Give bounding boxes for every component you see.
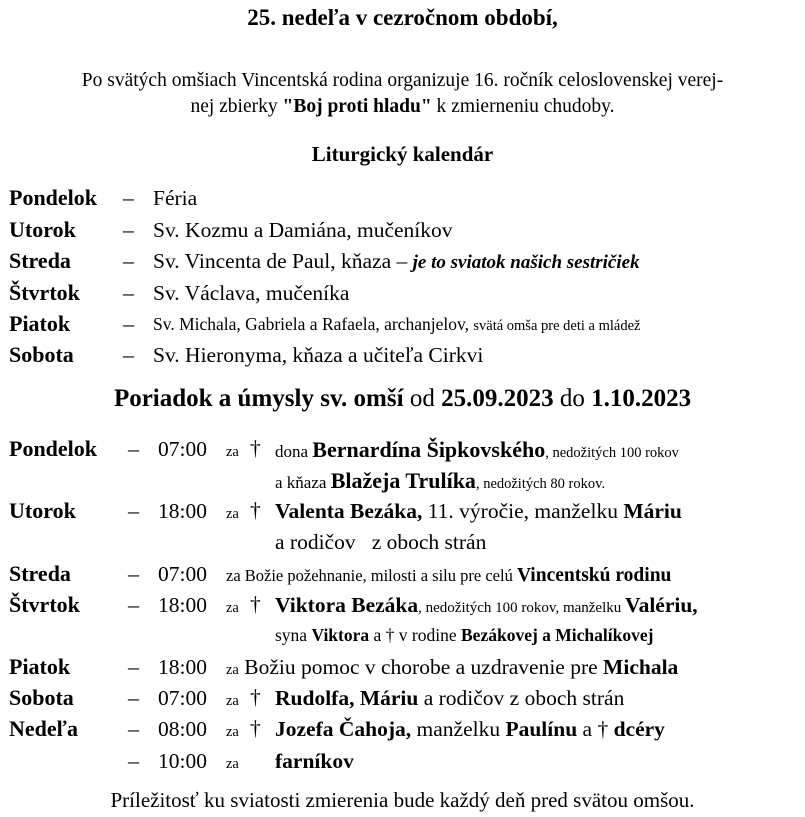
intention-name: Valériu,: [625, 593, 698, 617]
intention: [275, 593, 698, 618]
mass-time: 18:00: [158, 499, 207, 523]
intention: a rodičov z oboch strán: [275, 530, 487, 554]
intention-note: , nedožitých 80 rokov.: [475, 476, 606, 492]
intention-text: Božiu pomoc v chorobe a uzdravenie pre: [238, 655, 604, 679]
schedule-dash: –: [128, 716, 139, 741]
cross-icon: †: [250, 685, 261, 709]
intention-name: Viktora: [311, 625, 370, 645]
calendar-day: Utorok: [9, 217, 76, 242]
schedule-day-thursday: Štvrtok: [9, 592, 80, 617]
schedule-dash: –: [128, 654, 139, 679]
mass-time: 07:00: [158, 562, 207, 586]
schedule-day-monday: Pondelok: [9, 436, 98, 461]
intention-name: dcéry: [613, 717, 665, 741]
intention-text: a † v rodine: [369, 625, 461, 645]
calendar-day: Pondelok: [9, 185, 98, 210]
schedule-dash: –: [128, 436, 139, 461]
schedule-day-friday: Piatok: [9, 654, 71, 679]
intention-name: Valenta Bezáka,: [275, 499, 423, 523]
intention-name: Rudolfa, Máriu: [275, 686, 419, 710]
intention-name: Máriu: [623, 499, 682, 523]
intro-line-2: [0, 96, 805, 118]
schedule-heading-text: Poriadok a úmysly sv. omší: [113, 385, 404, 412]
intention: [275, 686, 624, 711]
intention: [275, 625, 653, 646]
calendar-day: Sobota: [9, 342, 74, 367]
intention-name: farníkov: [275, 749, 354, 773]
schedule-heading-from: od: [403, 385, 442, 412]
calendar-text-main: Sv. Vincenta de Paul, kňaza –: [153, 249, 413, 273]
cross-icon: †: [250, 716, 261, 740]
za-label: za: [226, 756, 239, 772]
intention: [226, 565, 671, 587]
za-label: za: [226, 693, 239, 709]
intro-text: nej zbierky: [190, 96, 283, 117]
date-to: 1.10.2023: [591, 385, 692, 412]
intention-name: Viktora Bezáka: [275, 593, 419, 617]
za-label: za: [226, 600, 239, 616]
mass-time: 18:00: [158, 655, 207, 679]
schedule-day-sunday: Nedeľa: [9, 716, 78, 741]
calendar-day: Štvrtok: [9, 280, 80, 305]
intention: [275, 717, 665, 742]
cross-icon: †: [250, 498, 261, 522]
schedule-heading-to: do: [553, 385, 592, 412]
mass-time: 07:00: [158, 437, 207, 461]
intention-name: Bezákovej a Michalíkovej: [461, 625, 654, 645]
intention-text: manželku: [411, 717, 506, 741]
za-label: za: [226, 724, 239, 740]
calendar-day: Piatok: [9, 311, 71, 336]
schedule-heading: [0, 385, 805, 413]
intention: [226, 655, 678, 680]
intention-note: , nedožitých 100 rokov, manželku: [418, 600, 626, 616]
schedule-dash: –: [128, 498, 139, 523]
intention-text: za Božie požehnanie, milosti a silu pre celú: [226, 566, 517, 585]
intention: [275, 468, 605, 494]
calendar-dash: –: [123, 342, 134, 367]
calendar-text: Sv. Kozmu a Damiána, mučeníkov: [153, 218, 453, 242]
intro-line-1: Po svätých omšiach Vincentská rodina organizuje 16. ročník celoslovenskej verej-: [81, 70, 724, 91]
intro-text-end: k zmierneniu chudoby.: [431, 96, 615, 117]
intention-name: Bernardína Šipkovského: [312, 437, 546, 462]
mass-time: 08:00: [158, 717, 207, 741]
intention: [275, 437, 679, 463]
calendar-text: Sv. Václava, mučeníka: [153, 281, 350, 305]
calendar-text: [153, 314, 640, 335]
intention-name: Blažeja Trulíka: [330, 468, 476, 493]
za-label: za: [226, 444, 239, 460]
cross-icon: †: [250, 436, 261, 460]
intention-name: Paulínu: [505, 717, 578, 741]
za-label: za: [226, 506, 239, 522]
mass-time: 10:00: [158, 749, 207, 773]
schedule-dash: –: [128, 685, 139, 710]
intention-text: a kňaza: [275, 473, 331, 492]
campaign-name: "Boj proti hladu": [282, 96, 432, 117]
intention-text: dona: [275, 442, 313, 461]
intention: [275, 499, 682, 524]
calendar-dash: –: [123, 280, 134, 305]
date-from: 25.09.2023: [441, 385, 554, 412]
page-title: 25. nedeľa v cezročnom období,: [247, 5, 558, 30]
schedule-day-tuesday: Utorok: [9, 498, 76, 523]
calendar-note: je to sviatok našich sestričiek: [412, 252, 640, 273]
calendar-dash: –: [123, 248, 134, 273]
intention-text: a rodičov z oboch strán: [418, 686, 625, 710]
calendar-text: Féria: [153, 186, 198, 210]
intention-note: , nedožitých 100 rokov: [545, 445, 679, 461]
footer-note: Príležitosť ku sviatosti zmierenia bude každý deň pred svätou omšou.: [110, 788, 695, 812]
schedule-dash: –: [128, 561, 139, 586]
intention-text: syna: [275, 625, 312, 645]
za-label: za: [226, 662, 239, 678]
calendar-text: [153, 249, 640, 274]
calendar-text: Sv. Hieronyma, kňaza a učiteľa Cirkvi: [153, 343, 484, 367]
calendar-dash: –: [123, 185, 134, 210]
cross-icon: †: [250, 592, 261, 616]
schedule-dash: –: [128, 592, 139, 617]
schedule-day-saturday: Sobota: [9, 685, 74, 710]
schedule-day-wednesday: Streda: [9, 561, 71, 586]
calendar-dash: –: [123, 311, 134, 336]
calendar-heading: Liturgický kalendár: [311, 142, 494, 166]
intention-name: Vincentskú rodinu: [516, 565, 672, 586]
mass-time: 18:00: [158, 593, 207, 617]
calendar-day: Streda: [9, 248, 71, 273]
schedule-dash: –: [128, 748, 139, 773]
mass-time: 07:00: [158, 686, 207, 710]
calendar-text-main: Sv. Michala, Gabriela a Rafaela, archanjelov,: [153, 314, 474, 334]
intention-name: Michala: [603, 655, 679, 679]
intention-text: a †: [577, 717, 614, 741]
intention-name: Jozefa Čahoja,: [275, 717, 412, 741]
calendar-note: svätá omša pre deti a mládež: [473, 318, 641, 334]
calendar-dash: –: [123, 217, 134, 242]
intention-text: 11. výročie, manželku: [422, 499, 624, 523]
